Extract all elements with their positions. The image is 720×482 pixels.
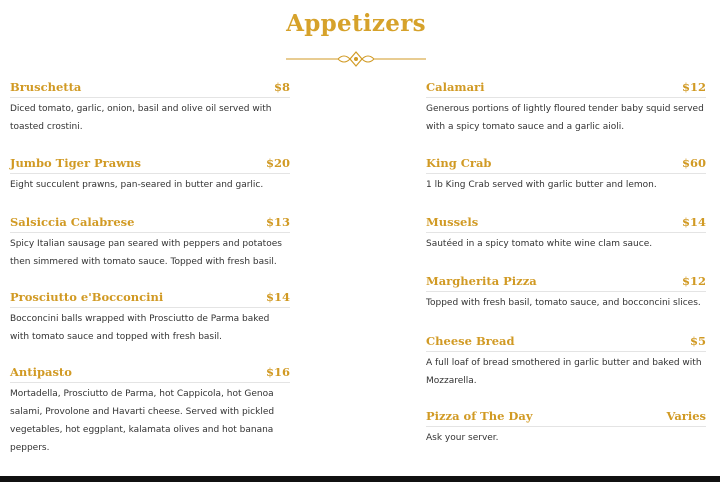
menu-item-name: Prosciutto e'Bocconcini — [10, 290, 164, 304]
bottom-bar — [0, 476, 720, 482]
menu-item — [426, 334, 706, 409]
menu-item-price: $14 — [681, 215, 706, 229]
menu-item — [10, 80, 290, 156]
menu-item-description: Mortadella, Prosciutto de Parma, hot Cappicola, hot Genoa salami, Provolone and Havarti cheese. Served with pickled vegetables, hot eggplant, kalamata olives and hot banana peppers. — [10, 389, 275, 453]
menu-item-description: A full loaf of bread smothered in garlic butter and baked with Mozzarella. — [426, 358, 702, 386]
ornament-divider-icon — [286, 49, 426, 69]
menu-item-name: Calamari — [426, 80, 485, 94]
menu-item-price: $8 — [273, 80, 290, 94]
menu-item-description: Diced tomato, garlic, onion, basil and olive oil served with toasted crostini. — [10, 104, 272, 132]
menu-item-name: King Crab — [426, 156, 492, 170]
menu-item-price: $14 — [265, 290, 290, 304]
menu-item-header — [426, 274, 706, 292]
menu-item-name: Mussels — [426, 215, 479, 229]
menu-item — [10, 290, 290, 365]
menu-item-price: $20 — [265, 156, 290, 170]
menu-item-description: Spicy Italian sausage pan seared with peppers and potatoes then simmered with tomato sauce. Topped with fresh basil. — [10, 239, 282, 267]
menu-item-header — [426, 80, 706, 98]
page-title: Appetizers — [286, 10, 426, 37]
menu-item-price: $13 — [265, 215, 290, 229]
menu-item-description: Sautéed in a spicy tomato white wine clam sauce. — [426, 239, 653, 249]
menu-item-description: 1 lb King Crab served with garlic butter and lemon. — [426, 180, 657, 190]
menu-item — [10, 156, 290, 215]
menu-item — [10, 365, 290, 457]
menu-item-price: $12 — [681, 80, 706, 94]
menu-item-description: Eight succulent prawns, pan-seared in butter and garlic. — [10, 180, 264, 190]
menu-column-left — [10, 80, 290, 457]
menu-item-price: $5 — [689, 334, 706, 348]
menu-item-name: Jumbo Tiger Prawns — [10, 156, 141, 170]
menu-item-name: Cheese Bread — [426, 334, 515, 348]
menu-item — [10, 215, 290, 290]
menu-item-name: Margherita Pizza — [426, 274, 537, 288]
menu-item — [426, 80, 706, 156]
menu-item-header — [426, 409, 706, 427]
menu-item-header — [10, 290, 290, 308]
menu-item — [426, 215, 706, 274]
menu-item-header — [10, 365, 290, 383]
menu-item-price: $12 — [681, 274, 706, 288]
menu-item-header — [10, 156, 290, 174]
menu-item-price: $16 — [265, 365, 290, 379]
menu-item-description: Bocconcini balls wrapped with Prosciutto de Parma baked with tomato sauce and topped with fresh basil. — [10, 314, 270, 342]
menu-item-description: Topped with fresh basil, tomato sauce, and bocconcini slices. — [426, 298, 701, 308]
menu-item — [426, 274, 706, 334]
menu-item-price: $60 — [681, 156, 706, 170]
menu-column-right — [426, 80, 706, 447]
menu-item-price: Varies — [666, 409, 706, 423]
menu-item-description: Generous portions of lightly floured tender baby squid served with a spicy tomato sauce and a garlic aioli. — [426, 104, 704, 132]
menu-item-header — [426, 156, 706, 174]
menu-item-description: Ask your server. — [426, 433, 499, 443]
menu-item-name: Salsiccia Calabrese — [10, 215, 135, 229]
menu-item — [426, 156, 706, 215]
menu-item-header — [426, 334, 706, 352]
menu-item-name: Bruschetta — [10, 80, 82, 94]
menu-item-header — [10, 215, 290, 233]
menu-item-name: Pizza of The Day — [426, 409, 533, 423]
menu-item-header — [426, 215, 706, 233]
menu-item — [426, 409, 706, 447]
menu-item-name: Antipasto — [10, 365, 72, 379]
menu-item-header — [10, 80, 290, 98]
